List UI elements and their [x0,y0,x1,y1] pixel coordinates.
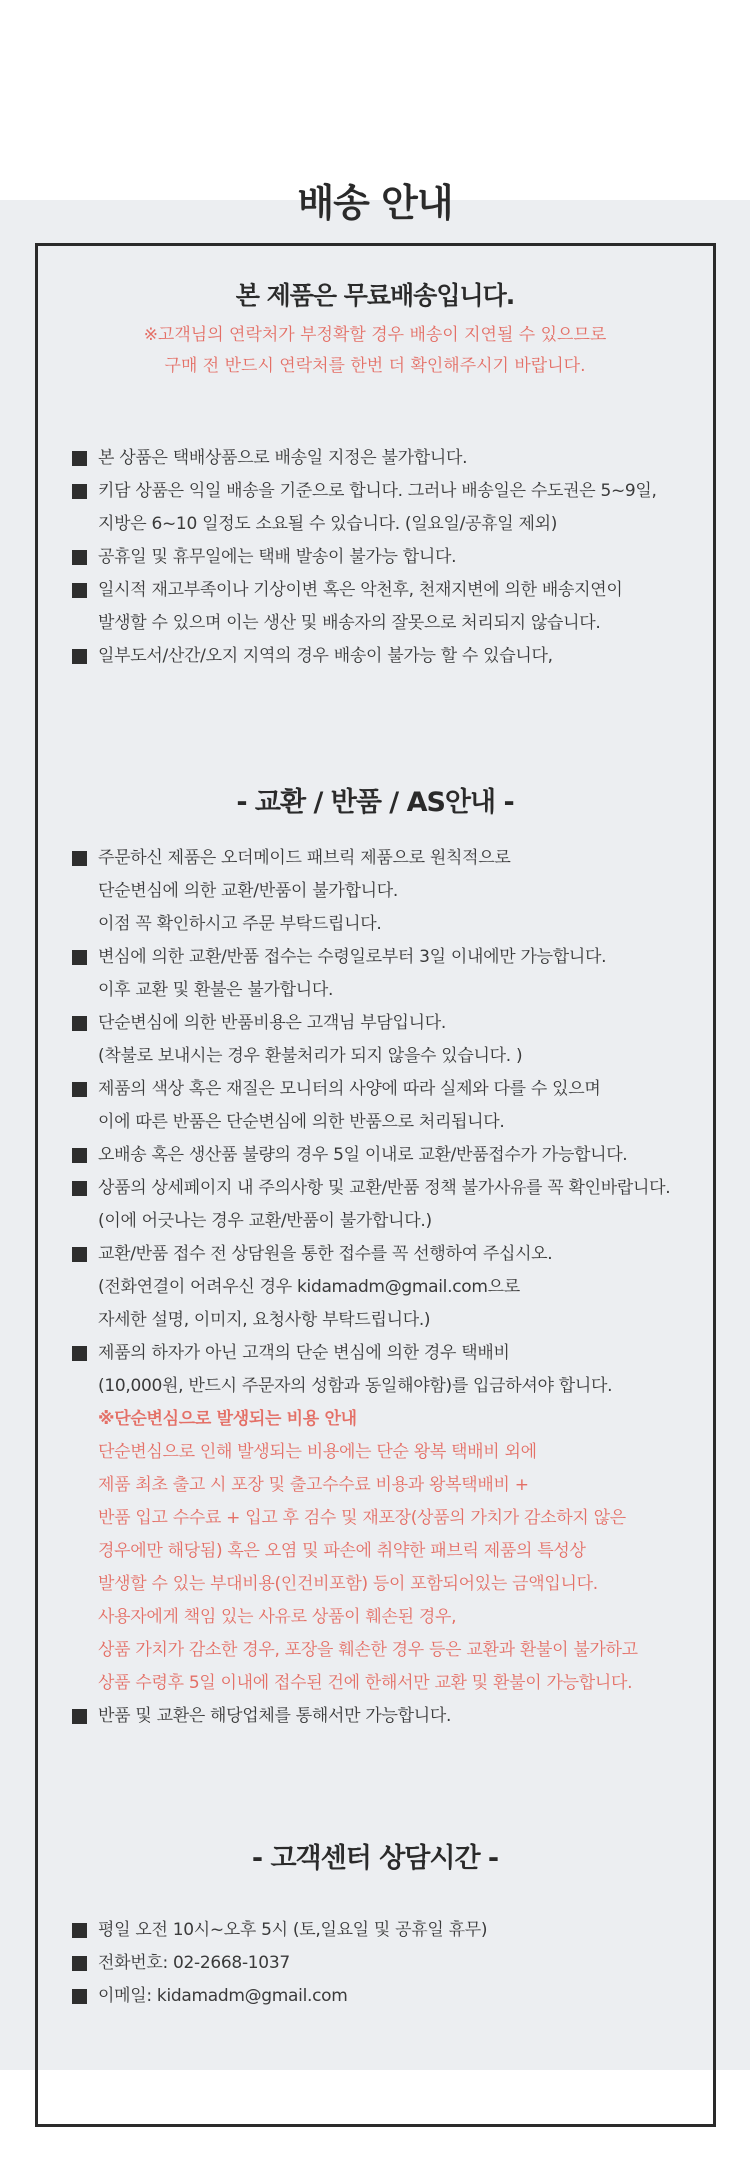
list-item-text: 제품의 색상 혹은 재질은 모니터의 사양에 따라 실제와 다를 수 있으며 [98,1079,601,1099]
page-title: 배송 안내 [297,181,453,225]
list-item [72,1980,712,2013]
list-item [72,941,712,1007]
list-item-text: 제품의 하자가 아닌 고객의 단순 변심에 의한 경우 택배비 [98,1343,510,1363]
list-item [72,475,712,541]
phone-number-text: 전화번호: 02-2668-1037 [98,1953,290,1973]
square-bullet-icon [72,484,87,499]
square-bullet-icon [72,1247,87,1262]
list-item [72,1139,712,1172]
email-text: 이메일: kidamadm@gmail.com [98,1986,348,2006]
list-item [72,1007,712,1073]
list-item [72,640,712,673]
list-item-text: 오배송 혹은 생산품 불량의 경우 5일 이내로 교환/반품접수가 가능합니다. [98,1145,628,1165]
square-bullet-icon [72,583,87,598]
list-item [72,1700,712,1733]
list-item [72,442,712,475]
list-item-text: 단순변심에 의한 반품비용은 고객님 부담입니다. [98,1013,446,1033]
exchange-info-list [72,842,712,1733]
list-item [72,1337,712,1700]
list-item-text: 발생할 수 있으며 이는 생산 및 배송자의 잘못으로 처리되지 않습니다. [98,613,601,633]
list-item [72,541,712,574]
cost-notice-line: 제품 최초 출고 시 포장 및 출고수수료 비용과 왕복택배비 + [98,1475,529,1495]
list-item-text: 이점 꼭 확인하시고 주문 부탁드립니다. [98,914,382,934]
square-bullet-icon [72,1016,87,1031]
contact-notice-line: 구매 전 반드시 연락처를 한번 더 확인해주시기 바랍니다. [164,356,586,376]
list-item-text: 공휴일 및 휴무일에는 택배 발송이 불가능 합니다. [98,547,457,567]
shipping-info-list [72,442,712,673]
square-bullet-icon [72,851,87,866]
square-bullet-icon [72,451,87,466]
list-item-text: (이에 어긋나는 경우 교환/반품이 불가합니다.) [98,1211,432,1231]
square-bullet-icon [72,550,87,565]
square-bullet-icon [72,1181,87,1196]
list-item-text: 반품 및 교환은 해당업체를 통해서만 가능합니다. [98,1706,452,1726]
list-item-text: 단순변심에 의한 교환/반품이 불가합니다. [98,881,398,901]
square-bullet-icon [72,1923,87,1938]
cost-notice-line: 단순변심으로 인해 발생되는 비용에는 단순 왕복 택배비 외에 [98,1442,537,1462]
cost-notice-line: 상품 가치가 감소한 경우, 포장을 훼손한 경우 등은 교환과 환불이 불가하고 [98,1640,638,1660]
list-item-text: 상품의 상세페이지 내 주의사항 및 교환/반품 정책 불가사유를 꼭 확인바랍니다. [98,1178,671,1198]
list-item [72,1914,712,1947]
list-item-text: 자세한 설명, 이미지, 요청사항 부탁드립니다.) [98,1310,431,1330]
square-bullet-icon [72,1346,87,1361]
list-item-text: 지방은 6~10 일정도 소요될 수 있습니다. (일요일/공휴일 제외) [98,514,558,534]
list-item-text: 일시적 재고부족이나 기상이변 혹은 악천후, 천재지변에 의한 배송지연이 [98,580,623,600]
business-hours-text: 평일 오전 10시~오후 5시 (토,일요일 및 공휴일 휴무) [98,1920,488,1940]
exchange-section-title: - 교환 / 반품 / AS안내 - [236,787,514,818]
square-bullet-icon [72,1148,87,1163]
cost-notice-heading: ※단순변심으로 발생되는 비용 안내 [98,1409,357,1429]
list-item-text: (10,000원, 반드시 주문자의 성함과 동일해야함)를 입금하셔야 합니다. [98,1376,613,1396]
list-item-text: 교환/반품 접수 전 상담원을 통한 접수를 꼭 선행하여 주십시오. [98,1244,553,1264]
cost-notice-line: 반품 입고 수수료 + 입고 후 검수 및 재포장(상품의 가치가 감소하지 않은 [98,1508,626,1528]
list-item-text: (착불로 보내시는 경우 환불처리가 되지 않을수 있습니다. ) [98,1046,523,1066]
list-item-text: 본 상품은 택배상품으로 배송일 지정은 불가합니다. [98,448,468,468]
cost-notice-line: 상품 수령후 5일 이내에 접수된 건에 한해서만 교환 및 환불이 가능합니다. [98,1673,633,1693]
contact-notice [0,320,750,382]
list-item-text: 주문하신 제품은 오더메이드 패브릭 제품으로 원칙적으로 [98,848,511,868]
cost-notice-line: 사용자에게 책임 있는 사유로 상품이 훼손된 경우, [98,1607,457,1627]
list-item [72,1947,712,1980]
square-bullet-icon [72,1082,87,1097]
square-bullet-icon [72,950,87,965]
cost-notice-line: 경우에만 해당됨) 혹은 오염 및 파손에 취약한 패브릭 제품의 특성상 [98,1541,586,1561]
list-item-text: 이후 교환 및 환불은 불가합니다. [98,980,334,1000]
list-item-text: 일부도서/산간/오지 지역의 경우 배송이 불가능 할 수 있습니다, [98,646,553,666]
list-item-text: 변심에 의한 교환/반품 접수는 수령일로부터 3일 이내에만 가능합니다. [98,947,607,967]
list-item [72,1172,712,1238]
list-item [72,1238,712,1337]
list-item [72,574,712,640]
cost-notice-line: 발생할 수 있는 부대비용(인건비포함) 등이 포함되어있는 금액입니다. [98,1574,598,1594]
list-item [72,842,712,941]
list-item [72,1073,712,1139]
contact-notice-line: ※고객님의 연락처가 부정확할 경우 배송이 지연될 수 있으므로 [143,325,607,345]
customer-center-list [72,1914,712,2013]
square-bullet-icon [72,1709,87,1724]
free-shipping-title: 본 제품은 무료배송입니다. [235,281,515,310]
square-bullet-icon [72,1956,87,1971]
square-bullet-icon [72,1989,87,2004]
list-item-text: (전화연결이 어려우신 경우 kidamadm@gmail.com으로 [98,1277,520,1297]
customer-center-title: - 고객센터 상담시간 - [251,1843,499,1874]
list-item-text: 키담 상품은 익일 배송을 기준으로 합니다. 그러나 배송일은 수도권은 5~9일, [98,481,657,501]
list-item-text: 이에 따른 반품은 단순변심에 의한 반품으로 처리됩니다. [98,1112,505,1132]
square-bullet-icon [72,649,87,664]
